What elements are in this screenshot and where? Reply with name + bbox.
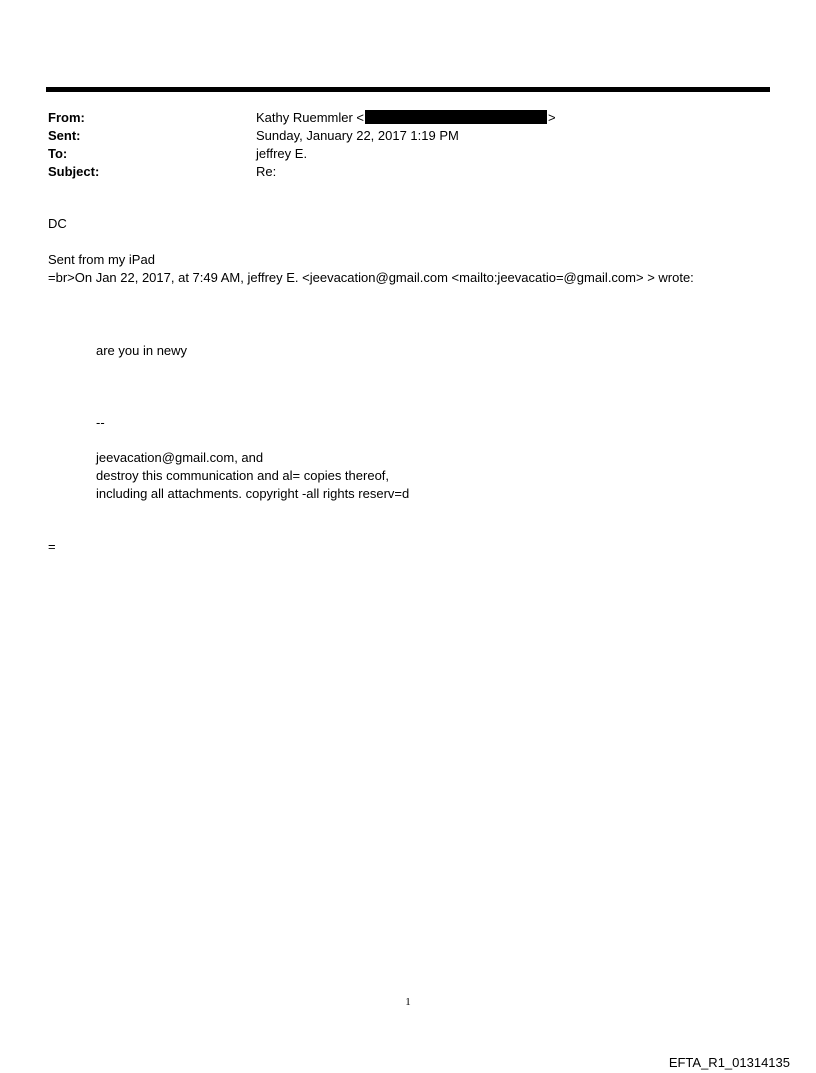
from-label: From: bbox=[48, 109, 85, 125]
sent-value: Sunday, January 22, 2017 1:19 PM bbox=[256, 127, 459, 143]
sent-row bbox=[48, 126, 748, 144]
sent-label: Sent: bbox=[48, 127, 81, 143]
redaction-box bbox=[365, 110, 547, 124]
to-value: jeffrey E. bbox=[256, 145, 308, 161]
quoted-separator: -- bbox=[96, 415, 105, 430]
quoted-footer-line-2: destroy this communication and al= copies thereof, bbox=[96, 468, 390, 483]
to-label: To: bbox=[48, 145, 68, 161]
from-row bbox=[48, 108, 748, 126]
quoted-footer-line-1: jeevacation@gmail.com, and bbox=[96, 450, 264, 465]
from-name: Kathy Ruemmler < bbox=[256, 109, 365, 125]
from-close: > bbox=[548, 109, 556, 125]
quoted-footer-line-3: including all attachments. copyright -all rights reserv=d bbox=[96, 486, 410, 501]
from-value bbox=[256, 110, 556, 125]
subject-row bbox=[48, 162, 748, 180]
body-line-dc: DC bbox=[48, 216, 67, 231]
subject-label: Subject: bbox=[48, 163, 100, 179]
body-line-quote-header: =br>On Jan 22, 2017, at 7:49 AM, jeffrey E. <jeevacation@gmail.com <mailto:jeevacatio=@gmail.com> > wrote: bbox=[48, 270, 694, 285]
document-id: EFTA_R1_01314135 bbox=[668, 1055, 790, 1070]
page-number: 1 bbox=[405, 996, 411, 1008]
body-line-sent-from: Sent from my iPad bbox=[48, 252, 155, 267]
subject-value: Re: bbox=[256, 163, 277, 179]
quoted-message: are you in newy bbox=[96, 343, 188, 358]
trailing-equals: = bbox=[48, 539, 56, 554]
header-divider-rule bbox=[46, 87, 770, 92]
email-header bbox=[48, 108, 748, 180]
to-row bbox=[48, 144, 748, 162]
